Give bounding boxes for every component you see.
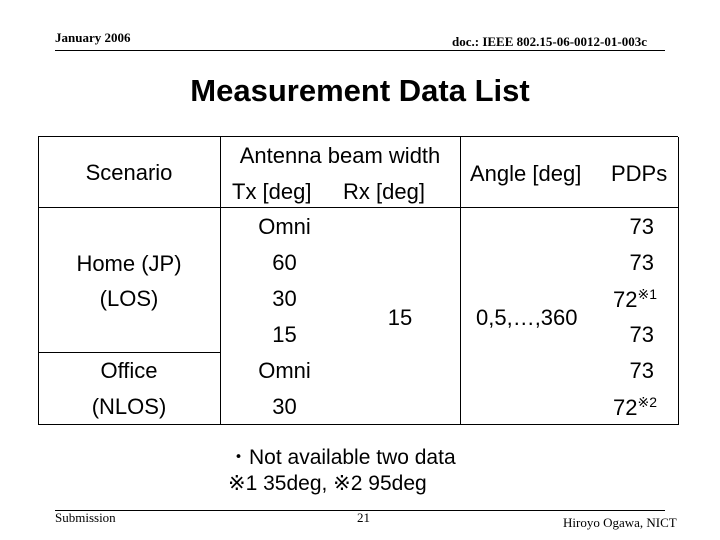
scenario-home-line1: Home (JP) <box>76 251 182 276</box>
pdps-value: 73 <box>629 358 654 383</box>
table-right-border <box>678 137 679 424</box>
note-line2: ※1 35deg, ※2 95deg <box>228 472 427 495</box>
header-antenna-beam-width: Antenna beam width <box>239 143 441 168</box>
pdps-footnote-mark: ※2 <box>637 394 658 410</box>
header-doc-id: doc.: IEEE 802.15-06-0012-01-003c <box>452 34 647 49</box>
tx-value: 15 <box>272 322 297 347</box>
scenario-office-line1: Office <box>100 358 158 383</box>
tx-value: Omni <box>258 358 311 383</box>
table-header-divider <box>38 207 678 208</box>
header-rule <box>55 50 665 51</box>
angle-value: 0,5,…,360 <box>476 305 578 330</box>
page-title: Measurement Data List <box>190 73 530 108</box>
header-scenario: Scenario <box>85 160 173 185</box>
footer-author: Hiroyo Ogawa, NICT <box>563 515 677 530</box>
pdps-value: 72$^{※1}$ <box>613 286 658 312</box>
pdps-value: 73 <box>629 214 654 239</box>
pdps-value: 72$^{※2}$ <box>613 394 658 420</box>
pdps-footnote-mark: ※1 <box>637 286 658 302</box>
scenario-home-line2: (LOS) <box>99 286 159 311</box>
tx-value: 30 <box>272 286 297 311</box>
pdps-value: 73 <box>629 322 654 347</box>
footer-submission: Submission <box>55 510 116 525</box>
pdps-value: 73 <box>629 250 654 275</box>
table-col-divider-1 <box>220 137 221 424</box>
scenario-office-line2: (NLOS) <box>91 394 167 419</box>
table-col-divider-2 <box>460 137 461 424</box>
table-top-border <box>38 136 678 137</box>
footer-page-number: 21 <box>357 510 370 525</box>
table-bottom-border <box>38 424 679 425</box>
tx-value: 60 <box>272 250 297 275</box>
table-scenario-divider <box>38 352 220 353</box>
header-tx: Tx [deg] <box>232 179 312 204</box>
header-date: January 2006 <box>55 30 131 45</box>
tx-value: Omni <box>258 214 311 239</box>
header-angle: Angle [deg] <box>470 161 582 186</box>
header-rx: Rx [deg] <box>343 179 425 204</box>
note-line1: ・Not available two data <box>228 446 456 469</box>
rx-value: 15 <box>387 305 413 330</box>
header-pdps: PDPs <box>611 161 668 186</box>
tx-value: 30 <box>272 394 297 419</box>
